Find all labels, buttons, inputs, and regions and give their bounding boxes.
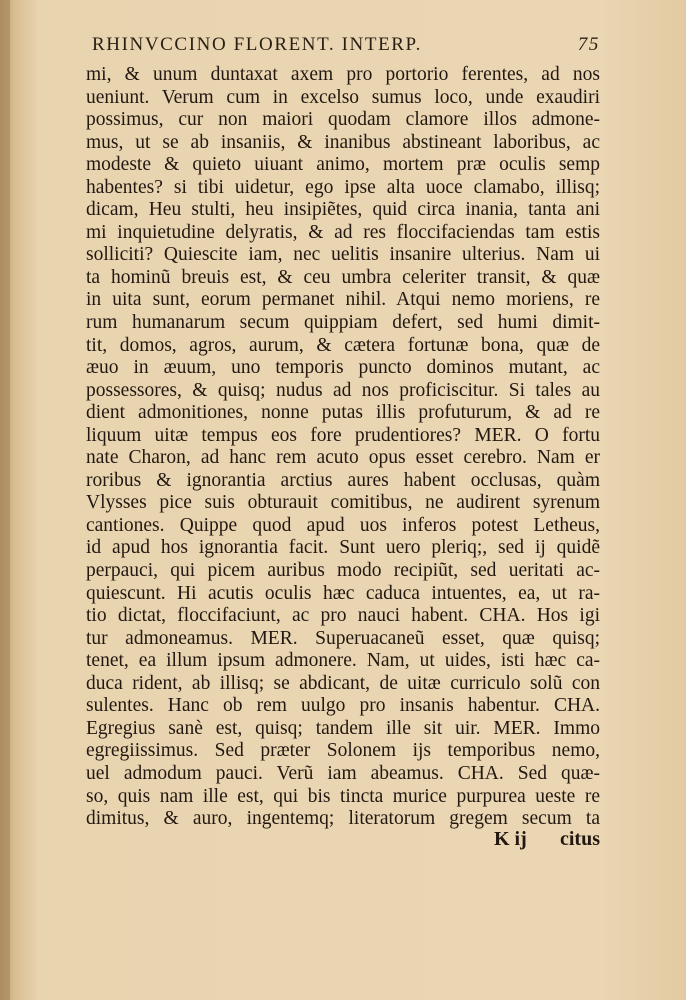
- page-footer: [86, 828, 600, 852]
- page-number: 75: [577, 34, 600, 55]
- catchword: citus: [560, 828, 600, 850]
- page-gutter-shadow: [0, 0, 10, 1000]
- text-line: dicam, Heu stulti, heu insipiẽtes, quid circa inania, tanta ani: [86, 199, 600, 221]
- running-title: RHINVCCINO FLORENT. INTERP.: [92, 34, 422, 55]
- text-line: possessores, & quisq; nudus ad nos proficiscitur. Si tales au: [86, 379, 600, 401]
- text-line: mi, & unum duntaxat axem pro portorio ferentes, ad nos: [86, 64, 600, 85]
- text-line: possimus, cur non maiori quodam clamore illos admone-: [86, 109, 600, 131]
- text-line: ta hominũ breuis est, & ceu umbra celeriter transit, & quæ: [86, 266, 600, 288]
- text-line: tio dictat, floccifaciunt, ac pro nauci habent. CHA. Hos igi: [86, 605, 600, 627]
- text-line: tur admoneamus. MER. Superuacaneũ esset, quæ quisq;: [86, 627, 600, 649]
- text-line: Egregius sanè est, quisq; tandem ille sit uir. MER. Immo: [86, 717, 600, 739]
- text-line: dient admonitiones, nonne putas illis profuturum, & ad re: [86, 402, 600, 424]
- text-line: habentes? si tibi uidetur, ego ipse alta uoce clamabo, illisq;: [86, 176, 600, 198]
- text-line: in uita sunt, eorum permanet nihil. Atqui nemo moriens, re: [86, 289, 600, 311]
- text-line: mus, ut se ab insaniis, & inanibus abstineant laboribus, ac: [86, 131, 600, 153]
- text-line: solliciti? Quiescite iam, nec uelitis insanire ulterius. Nam ui: [86, 244, 600, 266]
- signature-mark: K ij: [494, 828, 527, 850]
- text-line: so, quis nam ille est, qui bis tincta murice purpurea ueste re: [86, 785, 600, 807]
- text-line: tenet, ea illum ipsum admonere. Nam, ut uides, isti hæc ca-: [86, 650, 600, 672]
- text-line: tit, domos, agros, aurum, & cætera fortunæ bona, quæ de: [86, 334, 600, 356]
- text-line: ueniunt. Verum cum in excelso sumus loco, unde exaudiri: [86, 86, 600, 108]
- text-line: duca rident, ab illisq; se abdicant, de uitæ curriculo solũ con: [86, 672, 600, 694]
- text-line: liquum uitæ tempus eos fore prudentiores? MER. O fortu: [86, 424, 600, 446]
- text-line: æuo in æuum, uno temporis puncto dominos mutant, ac: [86, 357, 600, 379]
- text-line: egregiissimus. Sed præter Solonem ijs temporibus nemo,: [86, 740, 600, 762]
- text-line: uel admodum pauci. Verũ iam abeamus. CHA. Sed quæ-: [86, 762, 600, 784]
- text-line: quiescunt. Hi acutis oculis hæc caduca intuentes, ea, ut ra-: [86, 582, 600, 604]
- text-line: cantiones. Quippe quod apud uos inferos potest Letheus,: [86, 514, 600, 536]
- text-line: Vlysses pice suis obturauit comitibus, ne audirent syrenum: [86, 492, 600, 514]
- text-line: modeste & quieto uiuant animo, mortem præ oculis semp: [86, 154, 600, 176]
- text-line: id apud hos ignorantia facit. Sunt uero pleriq;, sed ij quidẽ: [86, 537, 600, 559]
- text-line: sulentes. Hanc ob rem uulgo pro insanis habentur. CHA.: [86, 695, 600, 717]
- text-block: [86, 64, 600, 831]
- running-header: [92, 34, 600, 60]
- text-line: mi inquietudine delyratis, & ad res floccifaciendas tam estis: [86, 221, 600, 243]
- text-line: rum humanarum secum quippiam defert, sed humi dimit-: [86, 312, 600, 334]
- text-line: dimitus, & auro, ingentemq; literatorum gregem secum ta: [86, 808, 600, 830]
- text-line: nate Charon, ad hanc rem acuto opus esset cerebro. Nam er: [86, 447, 600, 469]
- text-line: perpauci, qui picem auribus modo recipiũt, sed ueritati ac-: [86, 560, 600, 582]
- text-line: roribus & ignorantia arctius aures habent occlusas, quàm: [86, 469, 600, 491]
